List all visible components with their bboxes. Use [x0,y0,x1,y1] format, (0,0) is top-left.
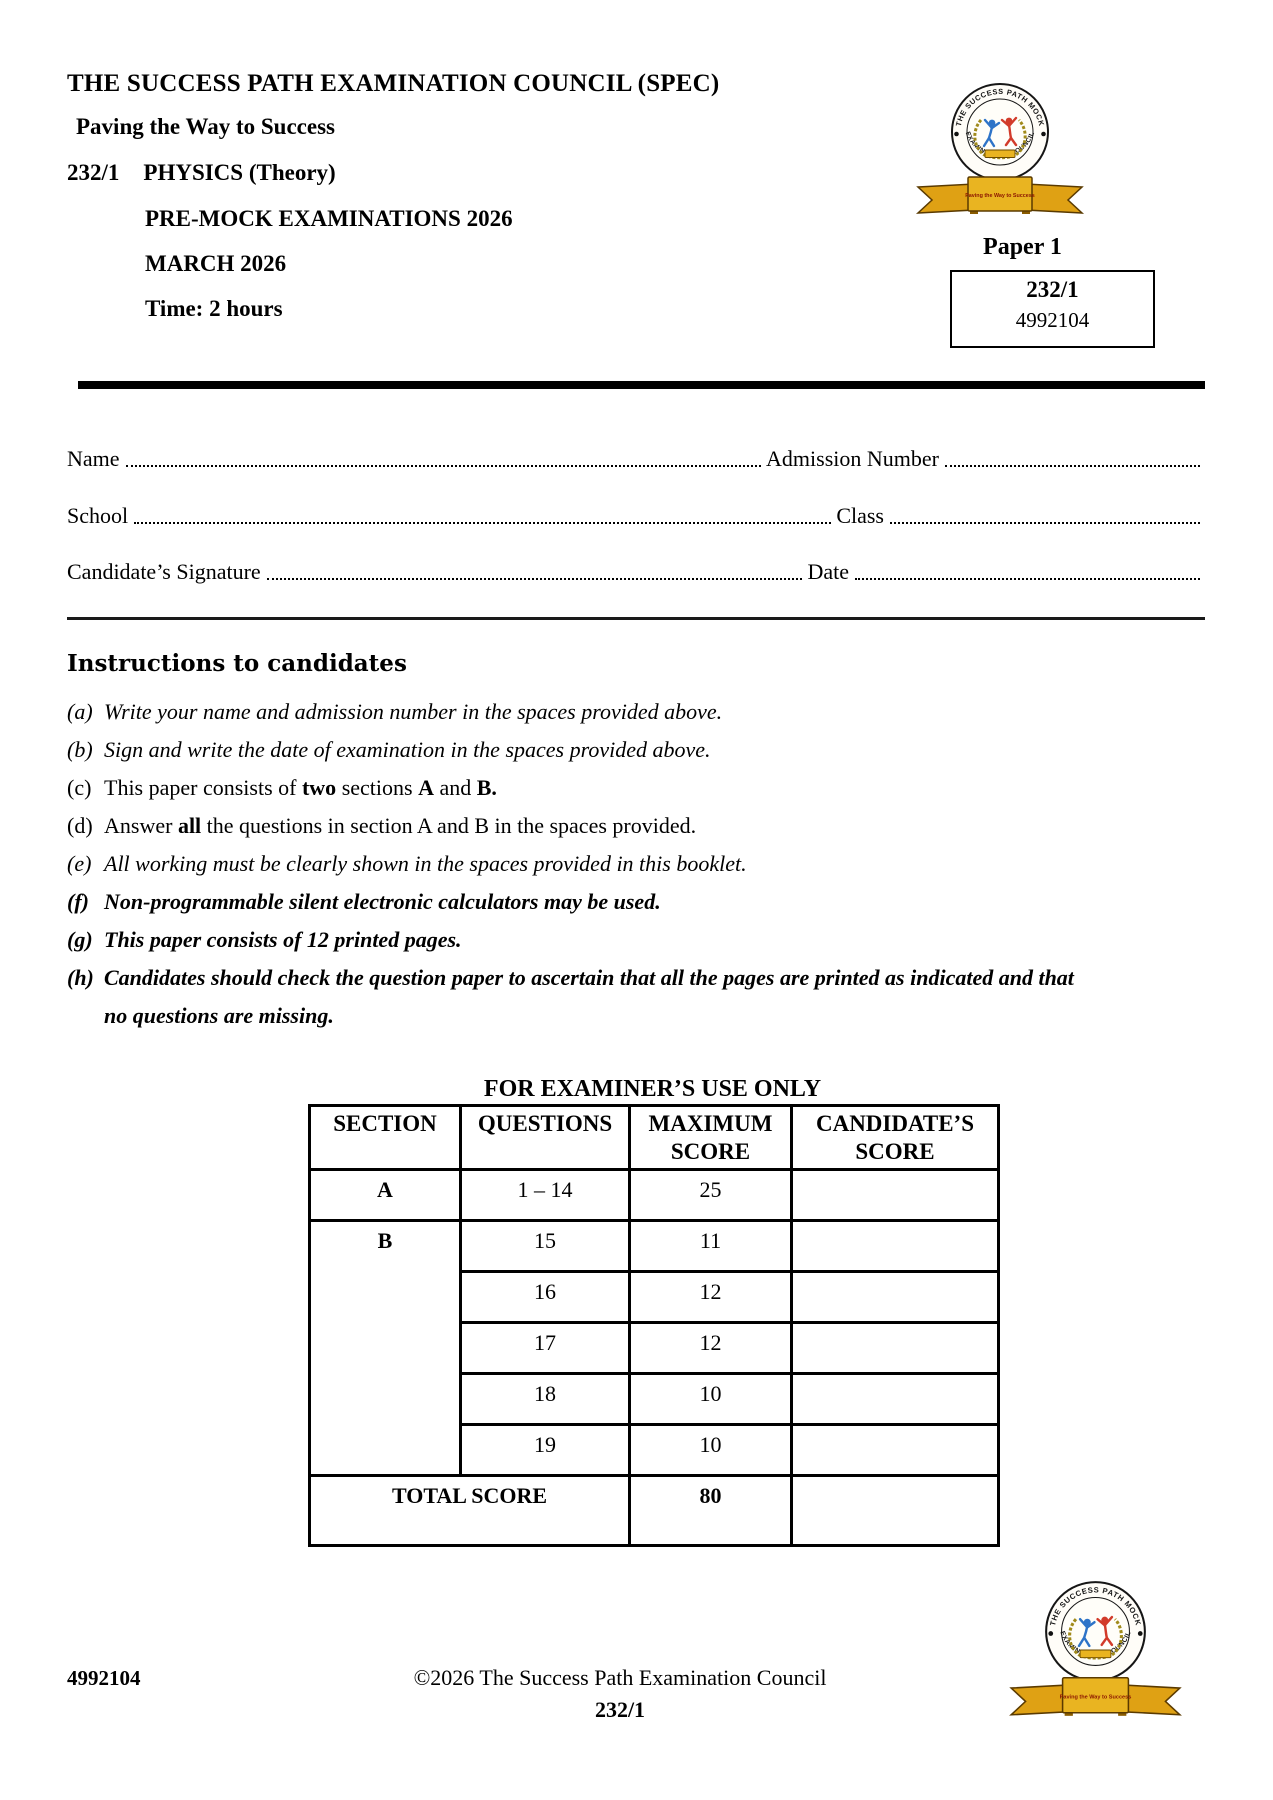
name-fill-line [126,465,762,467]
signature-fill-line [267,578,803,580]
max-score-cell: 11 [630,1221,792,1272]
max-score-cell: 25 [630,1170,792,1221]
name-row [67,446,1205,472]
total-score-label: TOTAL SCORE [310,1476,630,1546]
paper-number-label: Paper 1 [983,234,1062,260]
box-paper-code: 232/1 [1026,277,1079,302]
section-divider [67,617,1205,620]
council-title: THE SUCCESS PATH EXAMINATION COUNCIL (SPEC) [67,70,720,97]
col-header-candidates-score: CANDIDATE’S SCORE [792,1106,999,1170]
instruction-item: (e) All working must be clearly shown in the spaces provided in this booklet. [67,851,747,876]
max-score-cell: 10 [630,1374,792,1425]
candidate-score-cell [792,1221,999,1272]
candidate-score-cell [792,1374,999,1425]
col-header-maximum-score: MAXIMUM SCORE [630,1106,792,1170]
admission-label: Admission Number [766,446,939,471]
instruction-item: (d) Answer all the questions in section A and B in the spaces provided. [67,813,697,838]
table-row [310,1170,999,1221]
instruction-item: (f) Non-programmable silent electronic calculators may be used. [67,889,661,914]
class-fill-line [890,522,1200,524]
examiner-table-title: FOR EXAMINER’S USE ONLY [483,1076,822,1102]
exam-series: PRE-MOCK EXAMINATIONS 2026 [145,206,513,231]
questions-cell: 19 [461,1425,630,1476]
questions-cell: 17 [461,1323,630,1374]
box-serial-number: 4992104 [1015,308,1090,332]
council-tagline: Paving the Way to Success [76,114,335,139]
col-header-questions: QUESTIONS [461,1106,630,1170]
candidate-score-cell [792,1323,999,1374]
table-row [310,1221,999,1272]
paper-code-row [67,160,336,186]
date-label: Date [807,559,849,584]
candidate-score-cell [792,1170,999,1221]
exam-duration: Time: 2 hours [145,296,283,321]
admission-fill-line [945,465,1200,467]
spec-logo-bottom [1008,1578,1183,1722]
instruction-item: (c) This paper consists of two sections A and B. [67,775,497,800]
header-rule [78,381,1205,389]
max-score-cell: 12 [630,1323,792,1374]
table-header-row [310,1106,999,1170]
max-score-cell: 10 [630,1425,792,1476]
questions-cell: 18 [461,1374,630,1425]
instruction-item: (b) Sign and write the date of examination in the spaces provided above. [67,737,711,762]
paper-code: 232/1 [67,160,120,185]
date-fill-line [855,578,1200,580]
footer-copyright: ©2026 The Success Path Examination Council [413,1665,827,1690]
instruction-item: (h) Candidates should check the question paper to ascertain that all the pages are printed as indicated and that no questions are missing. [67,965,1074,1028]
name-label: Name [67,446,120,471]
exam-month: MARCH 2026 [145,251,287,276]
footer-serial: 4992104 [67,1666,141,1690]
school-label: School [67,503,129,528]
class-label: Class [836,503,884,528]
instructions-list [67,693,1079,1035]
candidate-score-cell [792,1425,999,1476]
total-max-score-cell: 80 [630,1476,792,1546]
max-score-cell: 12 [630,1272,792,1323]
questions-cell: 15 [461,1221,630,1272]
section-a-cell: A [310,1170,461,1221]
total-candidate-score-cell [792,1476,999,1546]
spec-logo-top [915,80,1085,220]
paper-code-box [950,270,1155,348]
instructions-heading: Instructions to candidates [67,650,407,677]
footer-center [300,1662,940,1726]
total-score-row [310,1476,999,1546]
signature-row [67,559,1205,585]
signature-label: Candidate’s Signature [67,559,261,584]
col-header-section: SECTION [310,1106,461,1170]
examiner-table [308,1104,1000,1547]
instruction-item: (a) Write your name and admission number in the spaces provided above. [67,699,723,724]
questions-cell: 16 [461,1272,630,1323]
subject-title: PHYSICS (Theory) [143,160,336,185]
candidate-score-cell [792,1272,999,1323]
instruction-item: (g) This paper consists of 12 printed pages. [67,927,462,952]
school-row [67,503,1205,529]
questions-cell: 1 – 14 [461,1170,630,1221]
footer-paper-code: 232/1 [594,1697,646,1722]
section-b-cell: B [310,1221,461,1476]
school-fill-line [134,522,831,524]
